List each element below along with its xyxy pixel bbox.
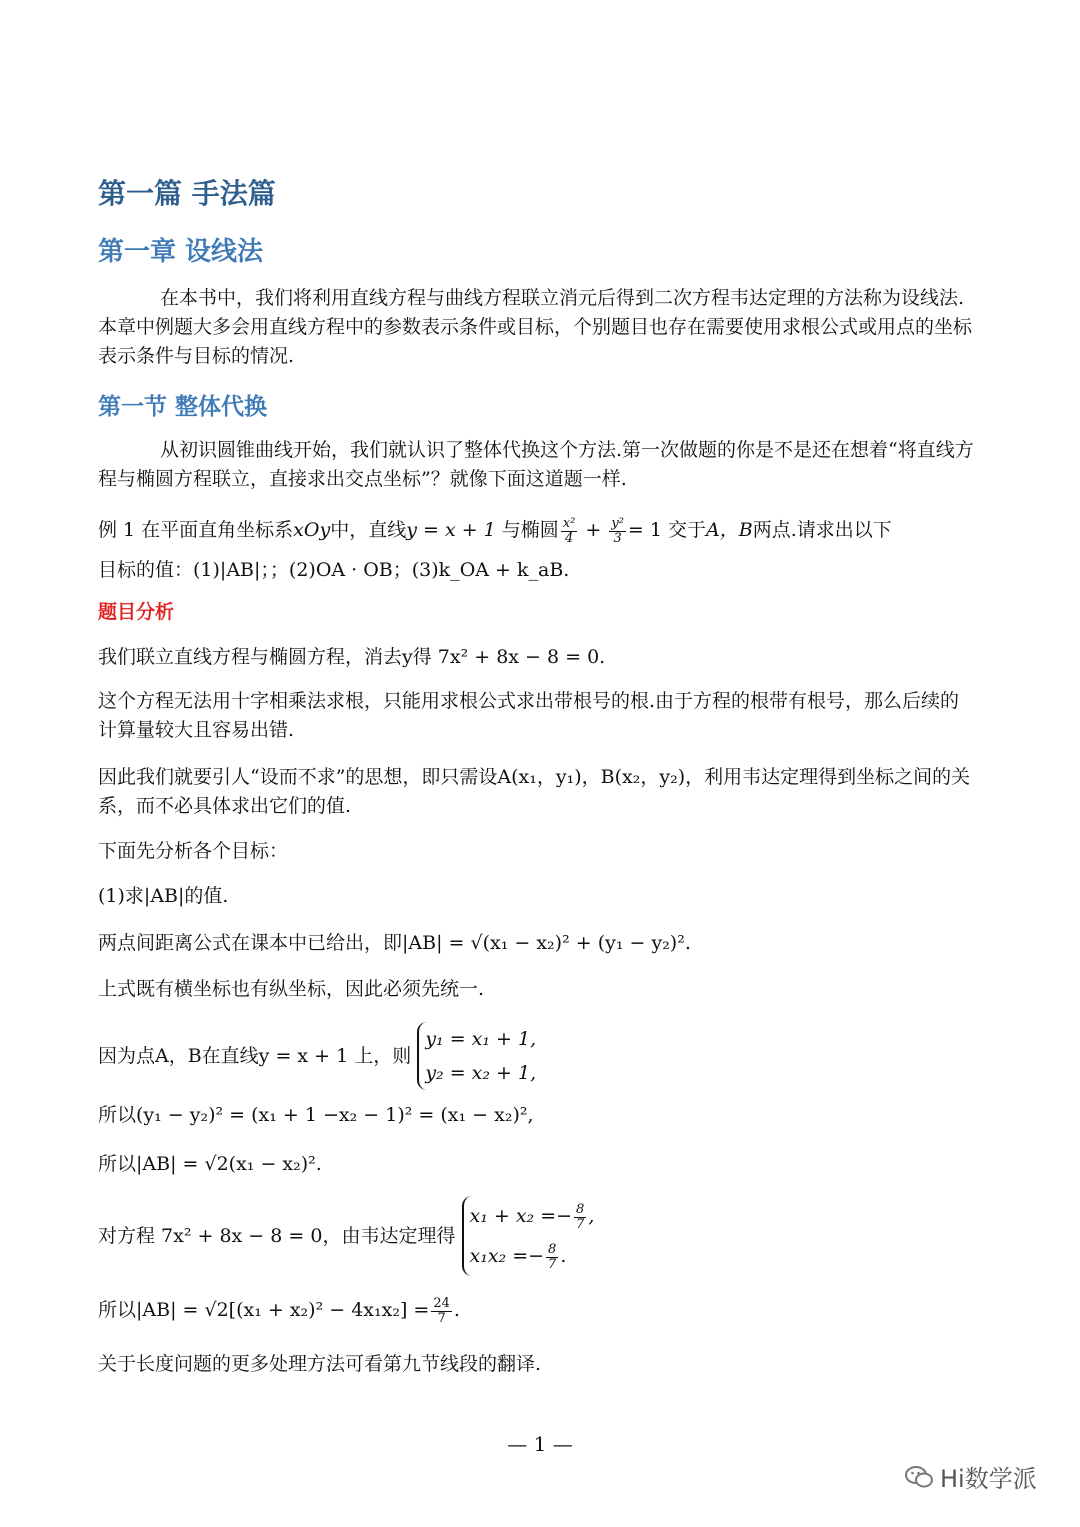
ab-final-text: 所以|AB| = √2[(x₁ + x₂)² − 4x₁x₂] =	[98, 1299, 430, 1321]
analysis-line-3: 因此我们就要引人“设而不求”的思想，即只需设A(x₁，y₁)，B(x₂，y₂)，利用韦达定理得到坐标之间的关系，而不必具体求出它们的值.	[98, 766, 971, 817]
example-ellipse-tail: = 1 交于	[627, 519, 707, 541]
example-line-2: 目标的值：(1)|AB|；；(2)OA · OB；(3)k_OA + k_aB.	[98, 559, 570, 581]
analysis-line-7: 上式既有横坐标也有纵坐标，因此必须先统一.	[98, 978, 485, 1000]
analysis-line-8	[98, 1022, 536, 1090]
fraction-8-over-7-a: $\frac{8}{7}$	[576, 1201, 585, 1232]
analysis-line-6: 两点间距离公式在课本中已给出，即|AB| = √(x₁ − x₂)² + (y₁ − y₂)².	[98, 932, 691, 954]
system1-row-1: y₁ = x₁ + 1,	[425, 1028, 537, 1050]
example-line-1: 例 1 在平面直角坐标系xOy中，直线y = x + 1 与椭圆 $\frac{\text{x²}}{4}$ + $\frac{\text{y²}}{3}$ = 1 交于A，B两点.请求出以下	[98, 515, 892, 546]
part-title: 第一篇 手法篇	[98, 177, 276, 210]
fraction-8-over-7-b: $\frac{8}{7}$	[548, 1241, 557, 1272]
system-line-eq	[417, 1022, 536, 1090]
example-mid2: 与椭圆	[495, 519, 559, 541]
analysis-line-12: 所以|AB| = √2[(x₁ + x₂)² − 4x₁x₂] = $\frac{24}{7}$ .	[98, 1295, 460, 1326]
example-tail1: 两点.请求出以下	[752, 519, 892, 541]
watermark	[904, 1459, 1037, 1496]
example-points: A，B	[706, 519, 753, 541]
vieta-intro-text: 对方程 7x² + 8x − 8 = 0，由韦达定理得	[98, 1225, 456, 1247]
system-vieta: x₁ + x₂ =− $\frac{8}{7}$ , x₁x₂ =− $\frac{8}{7}$ .	[462, 1196, 595, 1276]
chapter-title: 第一章 设线法	[98, 237, 264, 267]
wechat-icon	[904, 1464, 934, 1496]
system1-row-2: y₂ = x₂ + 1,	[425, 1062, 537, 1084]
intro-paragraph: 在本书中，我们将利用直线方程与曲线方程联立消元后得到二次方程韦达定理的方法称为设线法.本章中例题大多会用直线方程中的参数表示条件或目标，个别题目也存在需要使用求根公式或用点的坐标表示条件与目标的情况.	[98, 287, 973, 367]
system2-row-2: x₁x₂ =−	[469, 1245, 545, 1267]
page-number: — 1 —	[507, 1432, 573, 1456]
section-intro-paragraph: 从初识圆锥曲线开始，我们就认识了整体代换这个方法.第一次做题的你是不是还在想着“将直线方程与椭圆方程联立，直接求出交点坐标”？就像下面这道题一样.	[98, 439, 974, 490]
analysis-line-1: 我们联立直线方程与椭圆方程，消去y得 7x² + 8x − 8 = 0.	[98, 646, 606, 668]
analysis-line-10: 所以|AB| = √2(x₁ − x₂)².	[98, 1153, 322, 1175]
watermark-text: Hi数学派	[940, 1465, 1037, 1493]
analysis-line-11	[98, 1196, 594, 1276]
analysis-line-13: 关于长度问题的更多处理方法可看第九节线段的翻译.	[98, 1353, 542, 1375]
fraction-x2-over-4: $\frac{\text{x²}}{4}$	[562, 515, 576, 546]
example-mid1: 中，直线	[330, 519, 407, 541]
analysis-line-2: 这个方程无法用十字相乘法求根，只能用求根公式求出带根号的根.由于方程的根带有根号，那么后续的计算量较大且容易出错.	[98, 690, 960, 741]
analysis-heading: 题目分析	[98, 601, 175, 623]
example-xoy: xOy	[293, 519, 331, 541]
analysis-line-9: 所以(y₁ − y₂)² = (x₁ + 1 −x₂ − 1)² = (x₁ − x₂)²,	[98, 1104, 534, 1126]
example-line-eq: y = x + 1	[406, 519, 496, 541]
analysis-line-4: 下面先分析各个目标：	[98, 840, 289, 862]
line-on-points-text: 因为点A，B在直线y = x + 1 上，则	[98, 1045, 412, 1067]
example-lead: 例 1 在平面直角坐标系	[98, 519, 294, 541]
fraction-24-over-7: $\frac{24}{7}$	[433, 1295, 450, 1326]
analysis-line-5: (1)求|AB|的值.	[98, 885, 229, 907]
fraction-y2-over-3: $\frac{\text{y²}}{3}$	[611, 515, 624, 546]
system2-row-1: x₁ + x₂ =−	[469, 1205, 573, 1227]
section-title: 第一节 整体代换	[98, 394, 268, 420]
